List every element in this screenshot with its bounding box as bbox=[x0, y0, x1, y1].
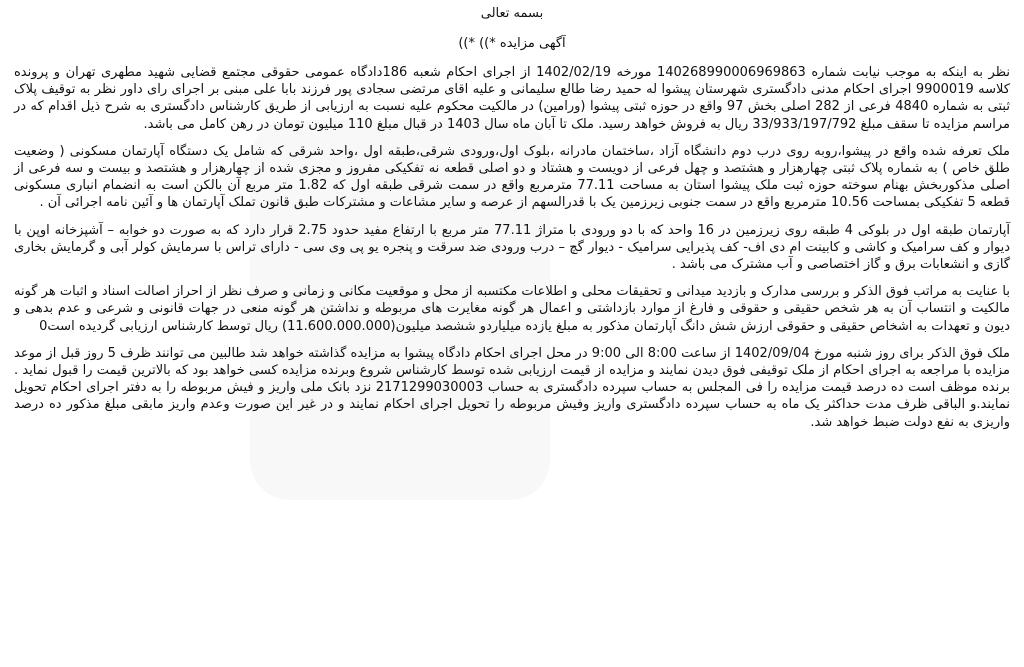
notice-body bbox=[0, 52, 1024, 431]
paragraph-valuation: با عنایت به مراتب فوق الذکر و بررسی مدارک و بازدید میدانی و تحقیقات محلی و اطلاعات مکتسبه از محل و موقعیت مکانی و زمانی و صرف نظر از احراز اصالت اسناد و اثبات هر گونه مالکیت و انتساب آن به هر شخص حقیقی و حقوقی و فارغ از موارد بازداشتی و اعمال هر گونه مغایرت های مربوطه و نداشتن هر گونه منعی در جهات قانونی و شرعی و عدم بدهی و دیون و تعهدات به اشخاص حقیقی و حقوقی ارزش شش دانگ آپارتمان مذکور به مبلغ یازده میلیاردو ششصد میلیون(11.600.000.000) ریال توسط کارشناس ارزیابی گردیده است0 bbox=[14, 284, 1010, 334]
paragraph-property-description: ملک تعرفه شده واقع در پیشوا،روبه روی درب دوم دانشگاه آزاد ،ساختمان مادرانه ،بلوک اول،ورودی شرقی،طبقه اول ،واحد شرقی که شامل یک دستگاه آپارتمان مسکونی ( وضعیت طلق خاص ) به شماره پلاک ثبتی چهارهزار و هشتصد و چهل فرعی از دویست و هشتاد و دو اصلی قطعه نه تفکیکی مفروز و مجزی شده از چهارهزار و هشتصد و بیست و سه فرعی از اصلی مذکوربخش بهنام سوخته حوزه ثبت ملک پیشوا استان به مساحت 77.11 مترمربع واقع در سمت شرقی طبقه اول که 1.82 متر مربع آن بالکن است به انضمام انباری مسکونی قطعه 5 تفکیکی بمساحت 10.56 مترمربع واقع در سمت جنوبی زیرزمین یک با قدرالسهم از عرصه و سایر مشاعات و مشترکات طبق قانون تملک آپارتمان ها و آئین نامه اجرائی آن . bbox=[14, 143, 1010, 211]
bismillah-line: بسمه تعالی bbox=[480, 6, 544, 21]
notice-title: آگهی مزایده *)) *)) bbox=[458, 36, 566, 51]
paragraph-apartment-details: آپارتمان طبقه اول در بلوکی 4 طبقه روی زیرزمین در 16 واحد که با دو ورودی با متراژ 77.11 متر مربع با ارتفاع مفید حدود 2.75 قرار دارد که به صورت دو خوابه – آشپزخانه اوپن با دیوار و کف سرامیک و کاشی و کابینت ام دی اف- کف پذیرایی سرامیک - دیوار گچ – درب ورودی ضد سرقت و پنجره یو پی وی سی - دارای تراس با سرمایش کولر آبی و گرمایش بخاری گازی و انشعابات برق و گاز اختصاصی و آب مشترک می باشد . bbox=[14, 222, 1010, 273]
paragraph-auction-terms: ملک فوق الذکر برای روز شنبه مورخ 1402/09/04 از ساعت 8:00 الی 9:00 در محل اجرای احکام دادگاه پیشوا به مزایده گذاشته خواهد شد طالبین می توانند ظرف 5 روز قبل از موعد مزایده با مراجعه به اجرای احکام از ملک توقیفی فوق دیدن نمایند و مزایده از قیمت ارزیابی شده توسط کارشناس شروع وبرنده مزایده کسی خواهد بود که بالاترین قیمت را قبول نماید . برنده موظف است ده درصد قیمت مزایده را فی المجلس به حساب سپرده دادگستری به حساب 2171299030003 نزد بانک ملی واریز و فیش مربوطه را به دفتر اجرای احکام تحویل نمایند.و الباقی ظرف مدت حداکثر یک ماه به حساب سپرده دادگستری واریز وفیش مربوطه را تحویل اجرای احکام نمایند و در غیر این صورت وعدم واریز مابقی مبلغ مذکور ده درصد واریزی به نفع دولت ضبط خواهد شد. bbox=[14, 345, 1010, 430]
paragraph-intro: نظر به اینکه به موجب نیابت شماره 140268990006969863 مورخه 1402/02/19 از اجرای احکام شعبه 186دادگاه عمومی حقوقی مجتمع قضایی شهید مطهری تهران و پرونده کلاسه 9900019 اجرای احکام مدنی دادگستری شهرستان پیشوا له حمید رضا طالع سلیمانی و علیه اقای مرتضی سجادی پور فرزند بابا علی مبنی بر اجرای رای داور نظر به توقیف پلاک ثبتی به شماره 4840 فرعی از 282 اصلی بخش 97 واقع در حوزه ثبتی پیشوا (ورامین) در مالکیت محکوم علیه نسبت به ارزیابی از طریق کارشناس دادگستری به شرح ذیل اقدام که در مراسم مزایده تا سقف مبلغ 33/933/197/792 ریال به فروش خواهد رسید. ملک تا آبان ماه سال 1403 در قبال مبلغ 110 میلیون تومان در رهن کامل می باشد. bbox=[14, 65, 1010, 132]
header bbox=[0, 0, 1024, 52]
